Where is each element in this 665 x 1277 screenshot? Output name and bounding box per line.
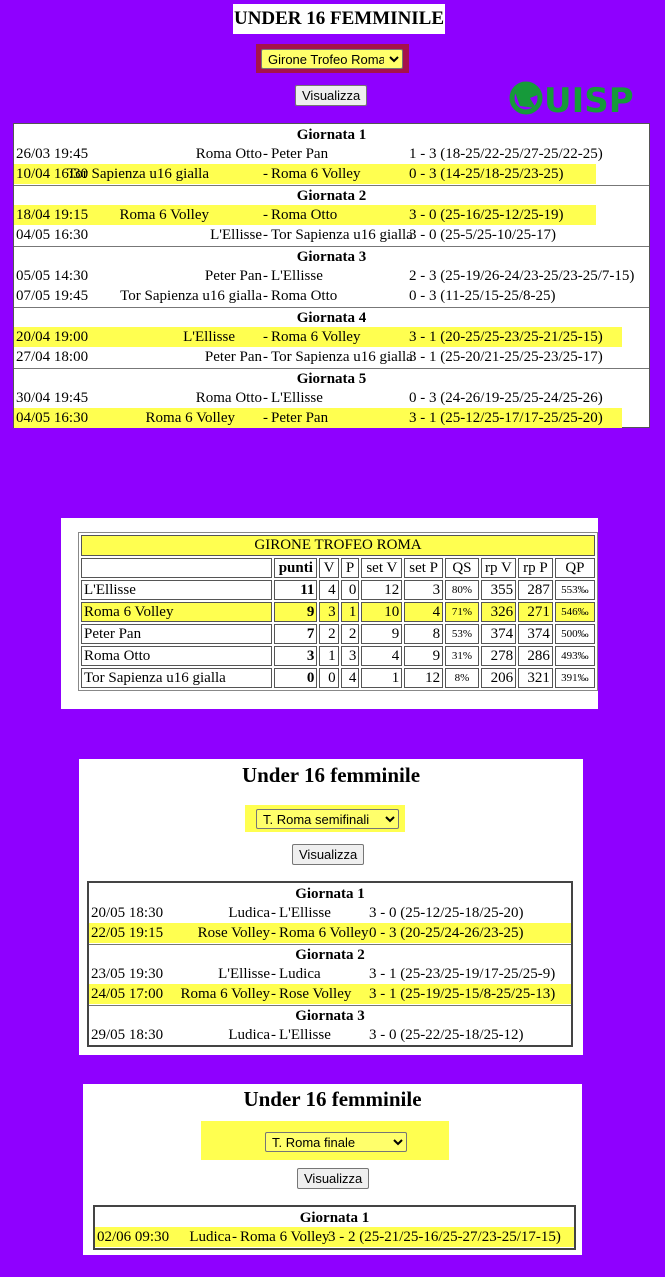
match-home-team: L'Ellisse [183, 329, 235, 345]
standings-cell: 2 [319, 624, 338, 644]
round-heading: Giornata 5 [296, 371, 367, 387]
round-heading: Giornata 4 [296, 310, 367, 326]
group-select-frame [256, 44, 409, 73]
group-select[interactable] [261, 49, 403, 69]
match-row [14, 286, 649, 306]
match-result: 3 - 1 (25-19/25-15/8-25/25-13) [369, 986, 556, 1002]
match-date: 07/05 19:45 [16, 288, 89, 304]
match-result: 3 - 0 (25-5/25-10/25-17) [409, 227, 557, 243]
match-dash: - [263, 288, 268, 304]
semifinali-panel [79, 759, 583, 1055]
standings-cell: 2 [341, 624, 360, 644]
standings-cell: 53% [445, 624, 479, 644]
standings-row [81, 580, 595, 600]
match-row [14, 144, 649, 164]
round-heading: Giornata 3 [295, 1008, 365, 1024]
match-home-team: L'Ellisse [210, 227, 262, 243]
standings-cell: 9 [361, 624, 402, 644]
match-home-team: Roma Otto [195, 390, 262, 406]
standings-cell: Tor Sapienza u16 gialla [81, 668, 272, 688]
match-away-team: Tor Sapienza u16 gialla [271, 227, 413, 243]
match-result: 3 - 1 (25-23/25-19/17-25/25-9) [369, 966, 556, 982]
match-away-team: Roma Otto [271, 207, 338, 223]
match-row [14, 347, 649, 367]
match-home-team: Roma 6 Volley [145, 410, 235, 426]
standings-header-cell: punti [274, 558, 317, 578]
match-date: 22/05 19:15 [91, 925, 164, 941]
match-result: 3 - 1 (25-12/25-17/17-25/25-20) [409, 410, 603, 426]
standings-cell: 4 [404, 602, 443, 622]
match-result: 0 - 3 (14-25/18-25/23-25) [409, 166, 564, 182]
visualizza-button[interactable]: Visualizza [295, 85, 367, 106]
standings-header-cell: V [319, 558, 338, 578]
match-away-team: Roma Otto [271, 288, 338, 304]
standings-cell: 3 [274, 646, 317, 666]
round-heading: Giornata 2 [296, 188, 367, 204]
standings-cell: 4 [341, 668, 360, 688]
match-row [14, 266, 649, 286]
match-date: 30/04 19:45 [16, 390, 89, 406]
semifinali-match-table [87, 881, 573, 1047]
standings-cell: 493‰ [555, 646, 595, 666]
standings-cell: 4 [319, 580, 338, 600]
match-dash: - [271, 1027, 276, 1043]
standings-cell: 374 [518, 624, 553, 644]
standings-cell: 31% [445, 646, 479, 666]
semifinali-select[interactable] [256, 809, 399, 829]
match-away-team: L'Ellisse [271, 390, 323, 406]
match-row [89, 984, 571, 1004]
standings-cell: 3 [341, 646, 360, 666]
match-result: 3 - 1 (20-25/25-23/25-21/25-15) [409, 329, 603, 345]
match-away-team: Roma 6 Volley [279, 925, 369, 941]
match-away-team: Rose Volley [279, 986, 352, 1002]
standings-cell: 500‰ [555, 624, 595, 644]
match-home-team: Tor Sapienza u16 gialla [67, 166, 209, 182]
standings-cell: 11 [274, 580, 317, 600]
match-row [14, 164, 596, 184]
standings-header-row [81, 558, 595, 578]
match-date: 20/05 18:30 [91, 905, 164, 921]
match-date: 04/05 16:30 [16, 227, 89, 243]
match-date: 27/04 18:00 [16, 349, 89, 365]
match-dash: - [271, 925, 276, 941]
match-row [95, 1227, 574, 1247]
match-date: 18/04 19:15 [16, 207, 89, 223]
match-away-team: Roma 6 Volley [271, 329, 361, 345]
match-home-team: Peter Pan [204, 268, 262, 284]
match-date: 02/06 09:30 [97, 1229, 170, 1245]
match-dash: - [263, 410, 268, 426]
match-dash: - [263, 227, 268, 243]
standings-cell: 9 [274, 602, 317, 622]
standings-cell: 553‰ [555, 580, 595, 600]
round-heading: Giornata 1 [299, 1210, 370, 1226]
match-result: 3 - 0 (25-22/25-18/25-12) [369, 1027, 524, 1043]
match-result: 3 - 1 (25-20/21-25/25-23/25-17) [409, 349, 603, 365]
match-dash: - [263, 390, 268, 406]
standings-cell: 12 [404, 668, 443, 688]
match-row [89, 923, 571, 943]
finale-match-table [93, 1205, 576, 1250]
standings-cell: 71% [445, 602, 479, 622]
standings-cell: 10 [361, 602, 402, 622]
standings-cell: 286 [518, 646, 553, 666]
standings-cell: 8 [404, 624, 443, 644]
match-dash: - [263, 268, 268, 284]
match-home-team: Roma 6 Volley [180, 986, 270, 1002]
standings-cell: Roma Otto [81, 646, 272, 666]
match-row [89, 964, 571, 984]
match-result: 0 - 3 (20-25/24-26/23-25) [369, 925, 524, 941]
match-result: 1 - 3 (18-25/22-25/27-25/22-25) [409, 146, 603, 162]
match-result: 0 - 3 (11-25/15-25/8-25) [409, 288, 556, 304]
semifinali-title: Under 16 femminile [241, 763, 421, 787]
standings-cell: 355 [481, 580, 516, 600]
standings-header-cell: QP [555, 558, 595, 578]
standings-cell: Roma 6 Volley [81, 602, 272, 622]
standings-cell: 374 [481, 624, 516, 644]
girone-match-table [13, 123, 650, 428]
match-away-team: Peter Pan [271, 146, 329, 162]
standings-cell: 9 [404, 646, 443, 666]
match-away-team: Peter Pan [271, 410, 329, 426]
match-row [89, 1025, 571, 1045]
standings-header-cell: rp P [518, 558, 553, 578]
standings-cell: 7 [274, 624, 317, 644]
match-home-team: Tor Sapienza u16 gialla [120, 288, 262, 304]
match-row [14, 225, 649, 245]
svg-text:UISP: UISP [544, 81, 634, 118]
match-home-team: Rose Volley [197, 925, 270, 941]
standings-cell: 1 [341, 602, 360, 622]
standings-cell: 4 [361, 646, 402, 666]
round-heading: Giornata 1 [296, 127, 367, 143]
standings-cell: 80% [445, 580, 479, 600]
standings-header-cell: set V [361, 558, 402, 578]
semifinali-select-frame [245, 805, 405, 832]
match-date: 04/05 16:30 [16, 410, 89, 426]
match-row [14, 327, 622, 347]
standings-header-cell: set P [404, 558, 443, 578]
match-home-team: Ludica [228, 1027, 270, 1043]
finale-title: Under 16 femminile [243, 1087, 422, 1111]
match-result: 2 - 3 (25-19/26-24/23-25/23-25/7-15) [409, 268, 635, 284]
match-date: 24/05 17:00 [91, 986, 164, 1002]
match-dash: - [263, 329, 268, 345]
match-home-team: Ludica [228, 905, 270, 921]
standings-row [81, 646, 595, 666]
finale-panel [83, 1084, 582, 1255]
standings-header-cell: P [341, 558, 360, 578]
standings-row [81, 602, 595, 622]
match-away-team: L'Ellisse [279, 1027, 331, 1043]
standings-cell: 271 [518, 602, 553, 622]
match-dash: - [263, 207, 268, 223]
match-dash: - [263, 349, 268, 365]
match-date: 20/04 19:00 [16, 329, 89, 345]
round-heading: Giornata 3 [296, 249, 367, 265]
standings-cell: 278 [481, 646, 516, 666]
match-result: 0 - 3 (24-26/19-25/25-24/25-26) [409, 390, 603, 406]
standings-cell: 0 [341, 580, 360, 600]
standings-cell: 1 [361, 668, 402, 688]
match-result: 3 - 2 (25-21/25-16/25-27/23-25/17-15) [328, 1229, 561, 1245]
standings-cell: 206 [481, 668, 516, 688]
match-away-team: Roma 6 Volley [271, 166, 361, 182]
standings-cell: 8% [445, 668, 479, 688]
standings-cell: 546‰ [555, 602, 595, 622]
standings-cell: 3 [404, 580, 443, 600]
match-result: 3 - 0 (25-12/25-18/25-20) [369, 905, 524, 921]
match-home-team: Roma 6 Volley [119, 207, 209, 223]
match-away-team: L'Ellisse [279, 905, 331, 921]
standings-cell: 326 [481, 602, 516, 622]
round-heading: Giornata 2 [295, 947, 365, 963]
standings-cell: 12 [361, 580, 402, 600]
standings-cell: 1 [319, 646, 338, 666]
match-dash: - [271, 905, 276, 921]
match-dash: - [271, 986, 276, 1002]
standings-cell: 287 [518, 580, 553, 600]
finale-visualizza-button[interactable]: Visualizza [297, 1168, 369, 1189]
match-dash: - [263, 146, 268, 162]
match-home-team: Ludica [189, 1229, 231, 1245]
standings-cell: 0 [319, 668, 338, 688]
standings-caption: GIRONE TROFEO ROMA [81, 535, 595, 556]
match-result: 3 - 0 (25-16/25-12/25-19) [409, 207, 564, 223]
standings-cell: 321 [518, 668, 553, 688]
match-date: 10/04 16:30 [16, 166, 89, 182]
match-home-team: L'Ellisse [218, 966, 270, 982]
page-title: UNDER 16 FEMMINILE [233, 4, 445, 34]
match-home-team: Roma Otto [195, 146, 262, 162]
standings-cell: 3 [319, 602, 338, 622]
match-date: 26/03 19:45 [16, 146, 89, 162]
standings-header-cell: rp V [481, 558, 516, 578]
match-dash: - [263, 166, 268, 182]
match-date: 29/05 18:30 [91, 1027, 164, 1043]
round-heading: Giornata 1 [295, 886, 365, 902]
standings-row [81, 668, 595, 688]
standings-cell: 0 [274, 668, 317, 688]
match-date: 23/05 19:30 [91, 966, 164, 982]
match-row [14, 408, 622, 428]
match-dash: - [271, 966, 276, 982]
standings-table [78, 532, 598, 691]
standings-cell: Peter Pan [81, 624, 272, 644]
match-row [89, 903, 571, 923]
standings-cell: 391‰ [555, 668, 595, 688]
match-away-team: Roma 6 Volley [240, 1229, 330, 1245]
semifinali-visualizza-button[interactable]: Visualizza [292, 844, 364, 865]
uisp-logo [506, 76, 646, 118]
match-away-team: Ludica [279, 966, 321, 982]
standings-header-cell: QS [445, 558, 479, 578]
match-row [14, 205, 596, 225]
match-date: 05/05 14:30 [16, 268, 89, 284]
standings-panel [61, 518, 598, 709]
finale-select[interactable] [265, 1132, 407, 1152]
match-away-team: Tor Sapienza u16 gialla [271, 349, 413, 365]
standings-row [81, 624, 595, 644]
standings-header-cell [81, 558, 272, 578]
match-row [14, 388, 649, 408]
match-dash: - [232, 1229, 237, 1245]
match-home-team: Peter Pan [204, 349, 262, 365]
standings-cell: L'Ellisse [81, 580, 272, 600]
finale-select-frame [201, 1121, 449, 1160]
match-away-team: L'Ellisse [271, 268, 323, 284]
